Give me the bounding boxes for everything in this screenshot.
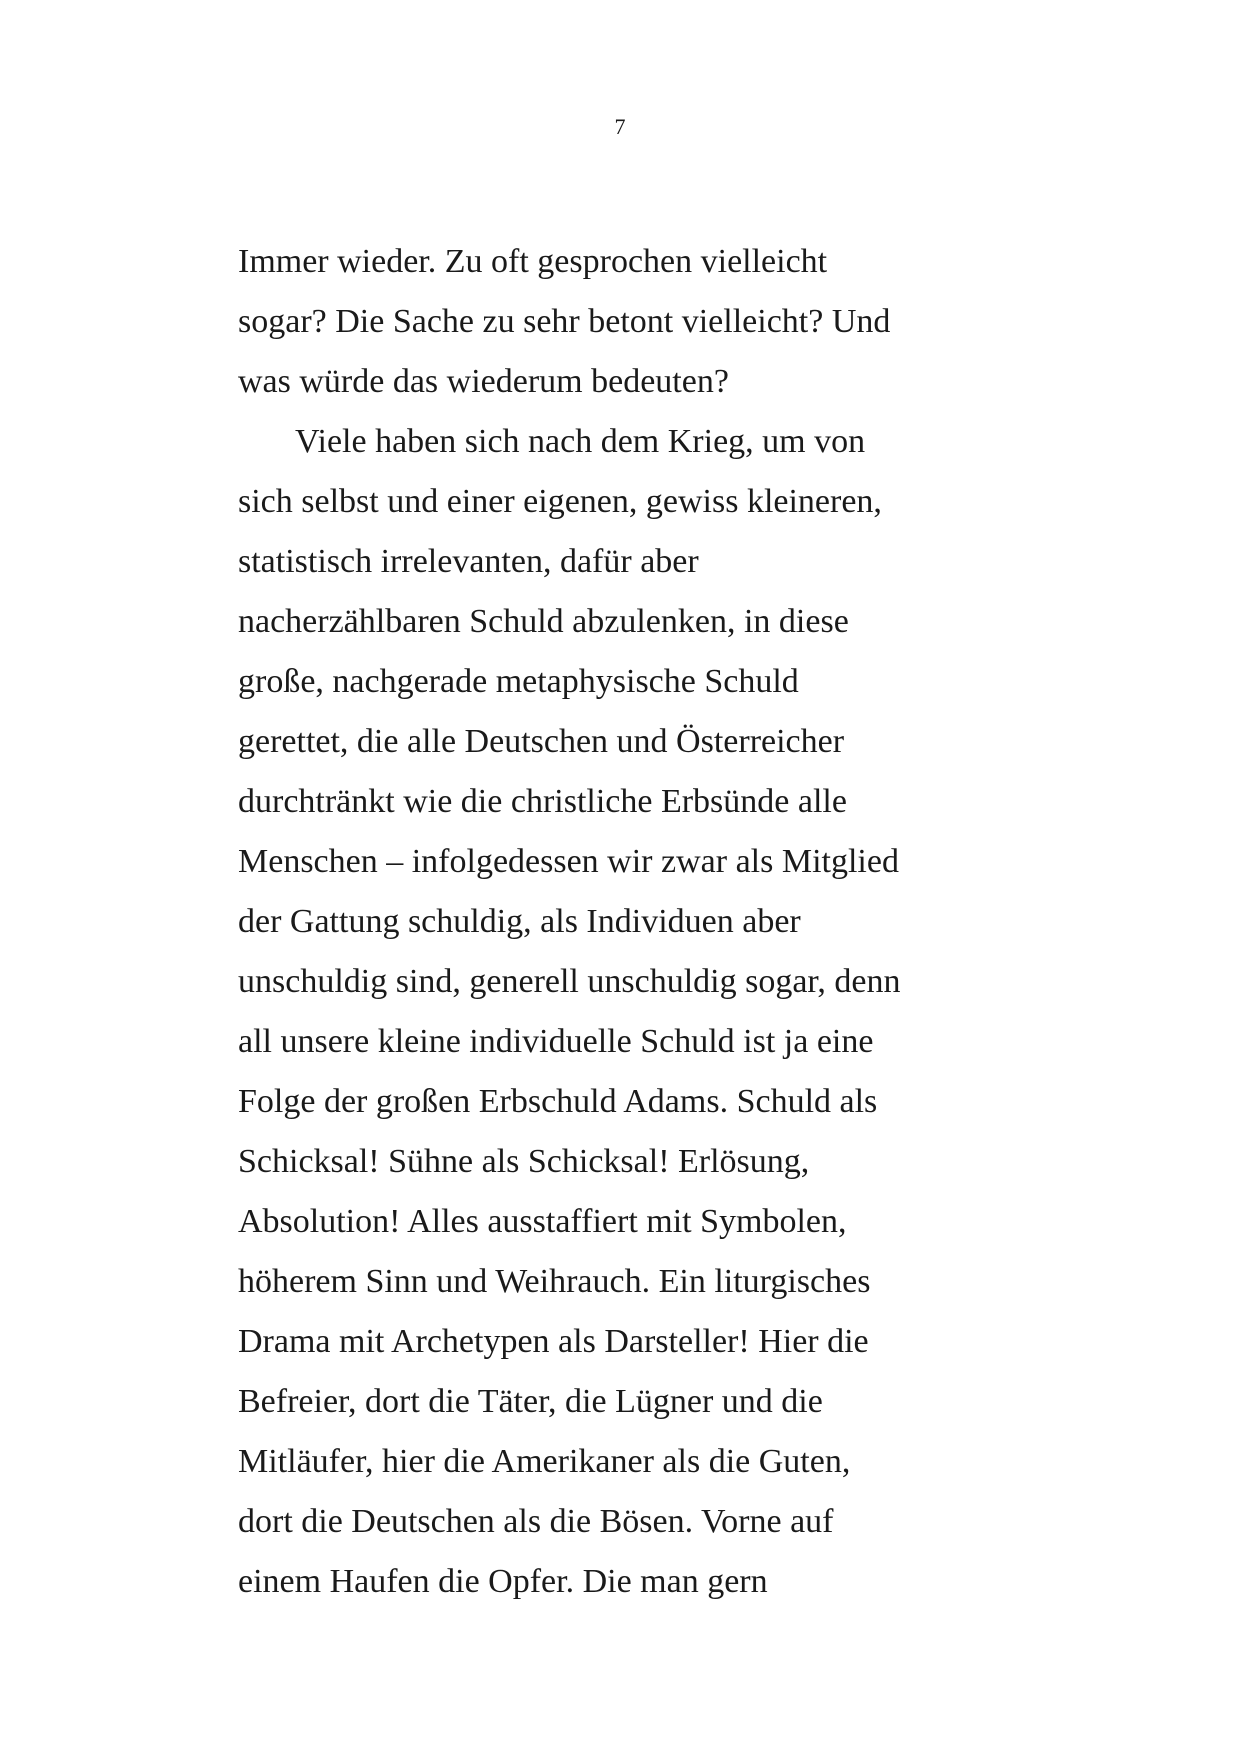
text-line-16: Schicksal! Sühne als Schicksal! Erlösung, [238,1143,810,1180]
text-line-17: Absolution! Alles ausstaffiert mit Symbolen, [238,1203,847,1240]
text-line-5: sich selbst und einer eigenen, gewiss kleineren, [238,483,882,520]
text-line-7: nacherzählbaren Schuld abzulenken, in diese [238,603,849,640]
text-line-2: sogar? Die Sache zu sehr betont vielleicht? Und [238,303,891,340]
text-line-10: durchtränkt wie die christliche Erbsünde alle [238,783,847,820]
text-line-4-paragraph-start: Viele haben sich nach dem Krieg, um von [295,423,866,460]
text-line-21: Mitläufer, hier die Amerikaner als die Guten, [238,1443,851,1480]
text-line-14: all unsere kleine individuelle Schuld ist ja eine [238,1023,874,1060]
text-line-11: Menschen – infolgedessen wir zwar als Mitglied [238,843,899,880]
text-line-1: Immer wieder. Zu oft gesprochen vielleicht [238,243,828,280]
text-line-19: Drama mit Archetypen als Darsteller! Hier die [238,1323,869,1360]
text-line-12: der Gattung schuldig, als Individuen aber [238,903,801,940]
text-line-9: gerettet, die alle Deutschen und Österreicher [238,723,845,760]
text-line-18: höherem Sinn und Weihrauch. Ein liturgisches [238,1263,871,1300]
text-line-15: Folge der großen Erbschuld Adams. Schuld als [238,1083,878,1120]
text-line-8: große, nachgerade metaphysische Schuld [238,663,799,700]
text-line-13: unschuldig sind, generell unschuldig sogar, denn [238,963,901,1000]
text-line-20: Befreier, dort die Täter, die Lügner und die [238,1383,823,1420]
text-line-23: einem Haufen die Opfer. Die man gern [238,1563,768,1600]
page-number: 7 [614,114,626,139]
text-line-22: dort die Deutschen als die Bösen. Vorne auf [238,1503,834,1540]
text-line-3: was würde das wiederum bedeuten? [238,363,729,400]
body-text [238,232,1018,1612]
text-line-6: statistisch irrelevanten, dafür aber [238,543,699,580]
